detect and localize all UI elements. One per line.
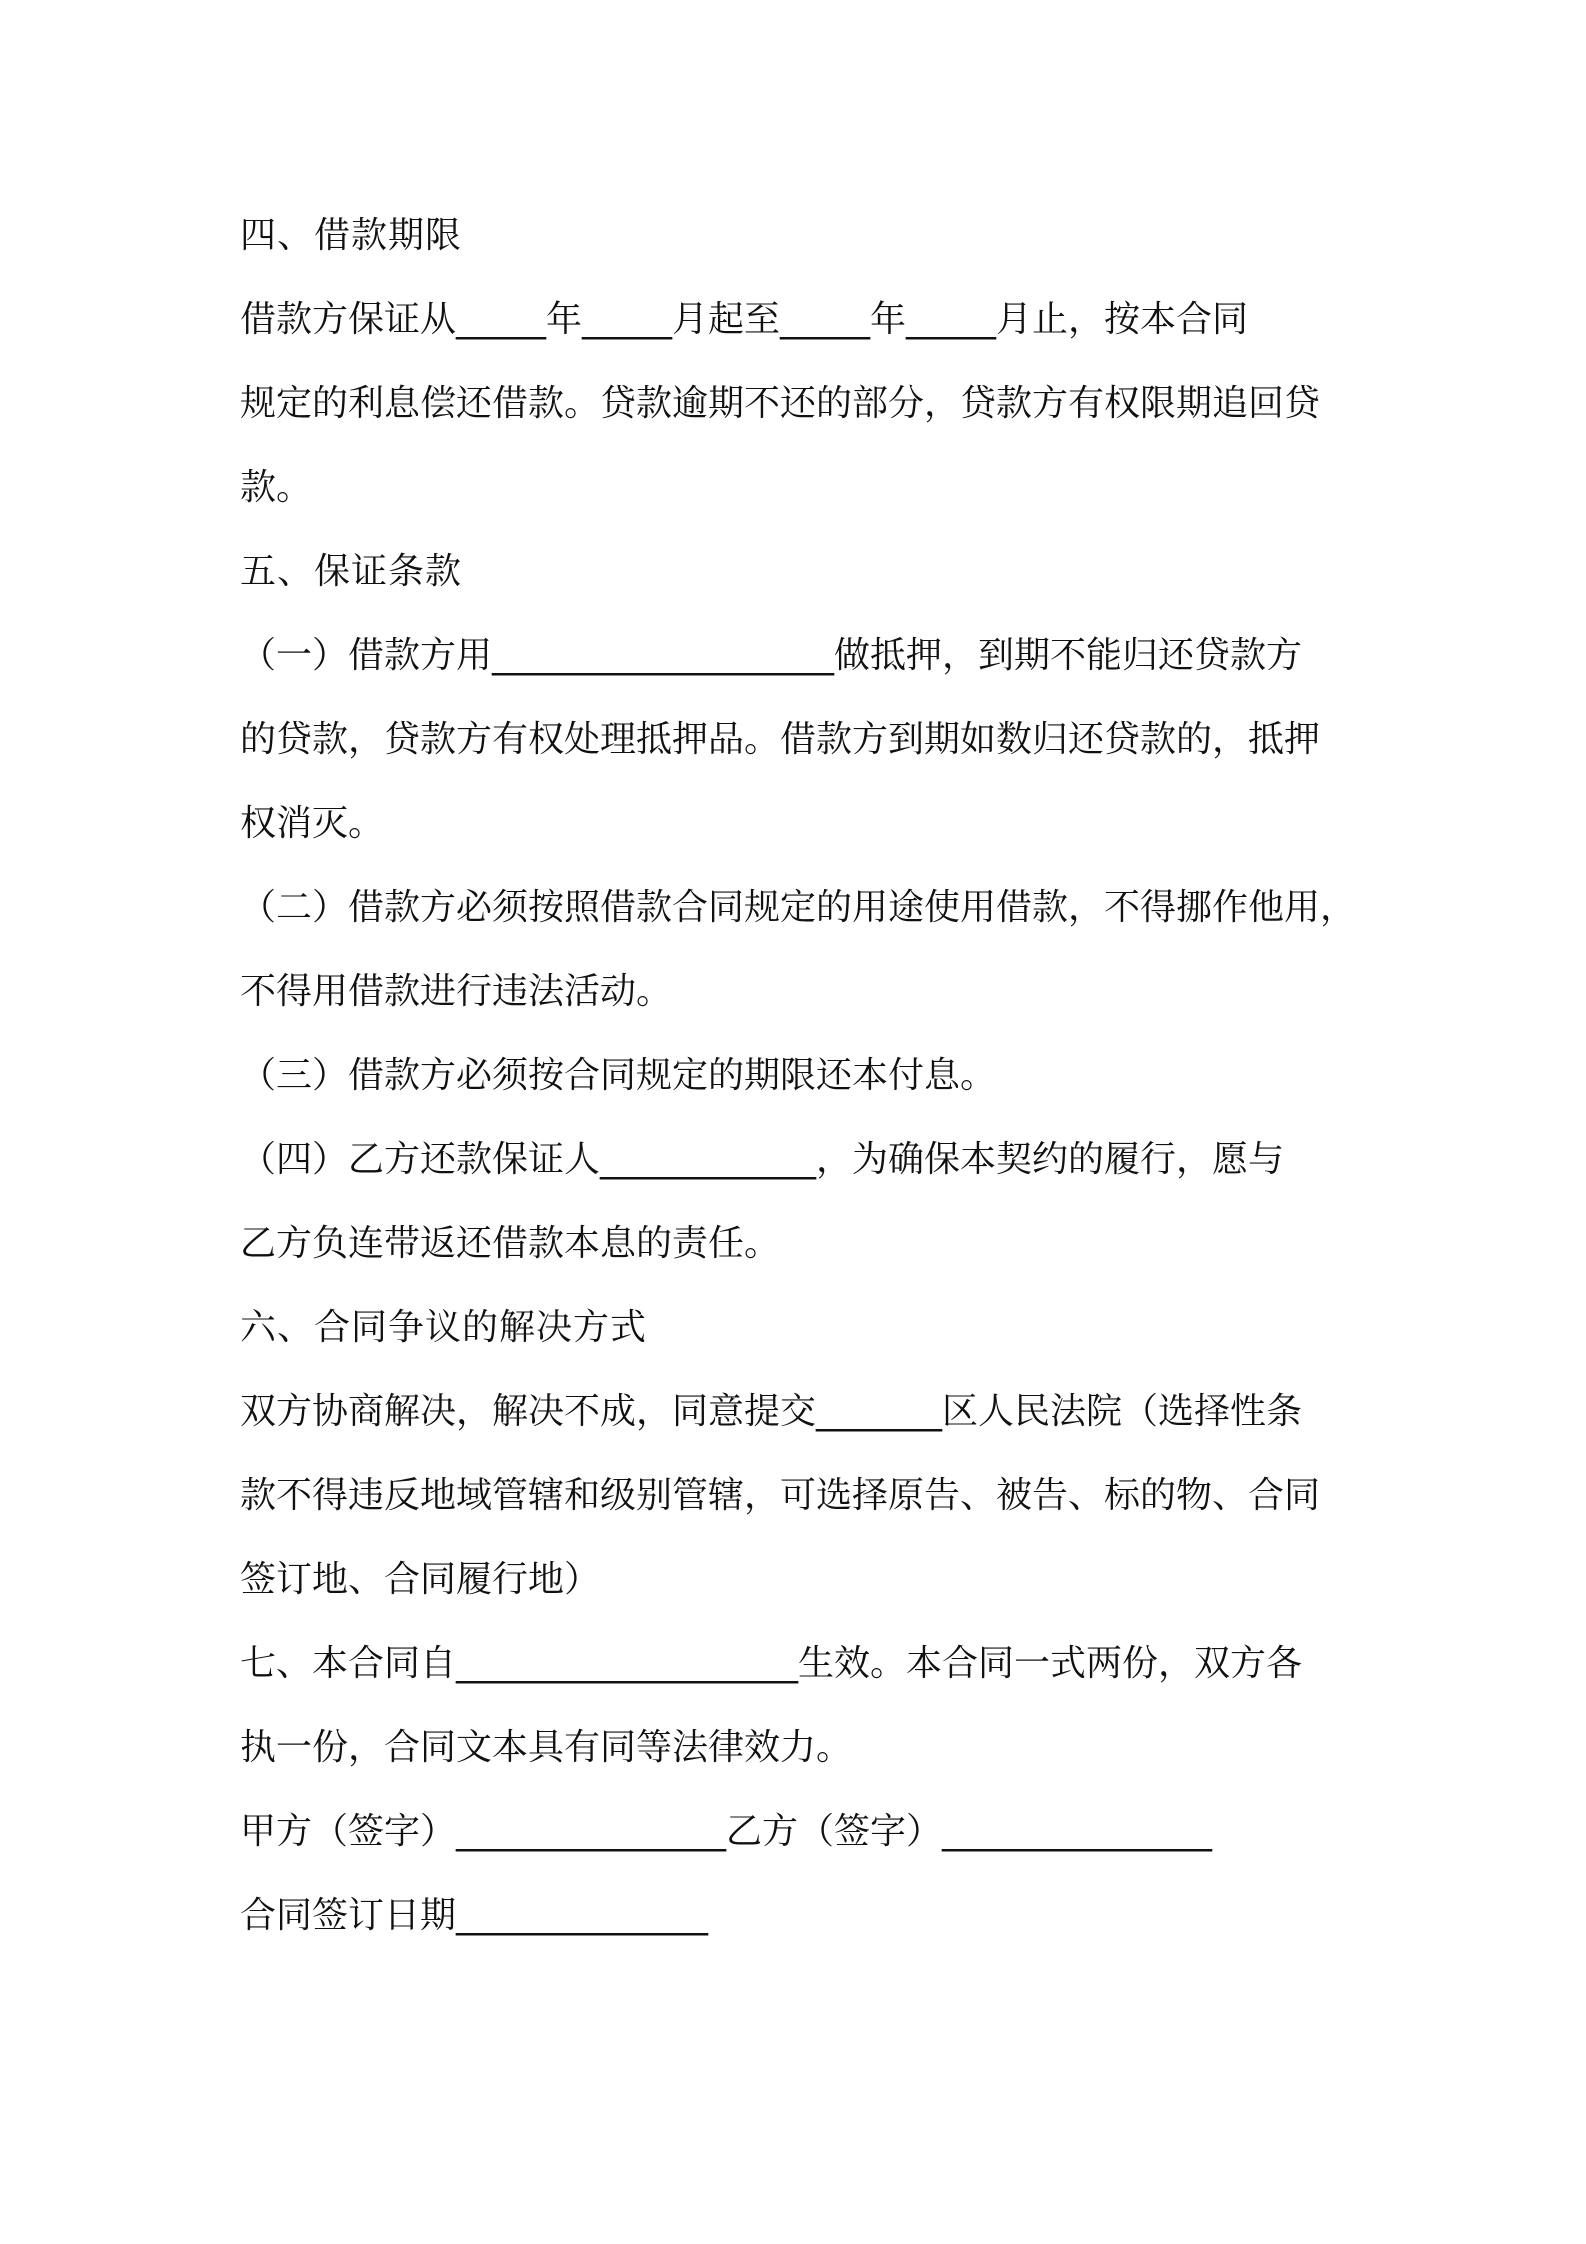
clause-4-line-2: 乙方负连带返还借款本息的责任。 bbox=[240, 1223, 781, 1264]
section-6-paragraph-line-3: 签订地、合同履行地） bbox=[240, 1559, 601, 1600]
clause-1-line-1: （一）借款方用___________________做抵押，到期不能归还贷款方 bbox=[240, 635, 1303, 676]
signature-line-date: 合同签订日期______________ bbox=[240, 1895, 709, 1936]
clause-4-line-1: （四）乙方还款保证人____________，为确保本契约的履行，愿与 bbox=[240, 1139, 1285, 1180]
clause-3-line-1: （三）借款方必须按合同规定的期限还本付息。 bbox=[240, 1055, 997, 1096]
section-6-paragraph-line-2: 款不得违反地域管辖和级别管辖，可选择原告、被告、标的物、合同 bbox=[240, 1475, 1321, 1516]
section-4-paragraph-line-3: 款。 bbox=[240, 467, 313, 508]
section-4-paragraph-line-2: 规定的利息偿还借款。贷款逾期不还的部分，贷款方有权限期追回贷 bbox=[240, 383, 1321, 424]
clause-2-line-2: 不得用借款进行违法活动。 bbox=[240, 971, 673, 1012]
section-4-paragraph-line-1: 借款方保证从_____年_____月起至_____年_____月止，按本合同 bbox=[240, 299, 1249, 340]
signature-line-parties: 甲方（签字）_______________乙方（签字）_______________ bbox=[240, 1811, 1213, 1852]
clause-2-line-1: （二）借款方必须按照借款合同规定的用途使用借款，不得挪作他用， bbox=[240, 887, 1357, 928]
section-4-heading: 四、借款期限 bbox=[240, 215, 463, 256]
section-7-line-1: 七、本合同自___________________生效。本合同一式两份，双方各 bbox=[240, 1643, 1303, 1684]
section-5-heading: 五、保证条款 bbox=[240, 551, 463, 592]
clause-1-line-3: 权消灭。 bbox=[240, 803, 385, 844]
contract-page bbox=[240, 194, 1357, 1958]
section-6-paragraph-line-1: 双方协商解决，解决不成，同意提交_______区人民法院（选择性条 bbox=[240, 1391, 1303, 1432]
section-7-line-2: 执一份，合同文本具有同等法律效力。 bbox=[240, 1727, 853, 1768]
clause-1-line-2: 的贷款，贷款方有权处理抵押品。借款方到期如数归还贷款的，抵押 bbox=[240, 719, 1321, 760]
section-6-heading: 六、合同争议的解决方式 bbox=[240, 1307, 648, 1348]
